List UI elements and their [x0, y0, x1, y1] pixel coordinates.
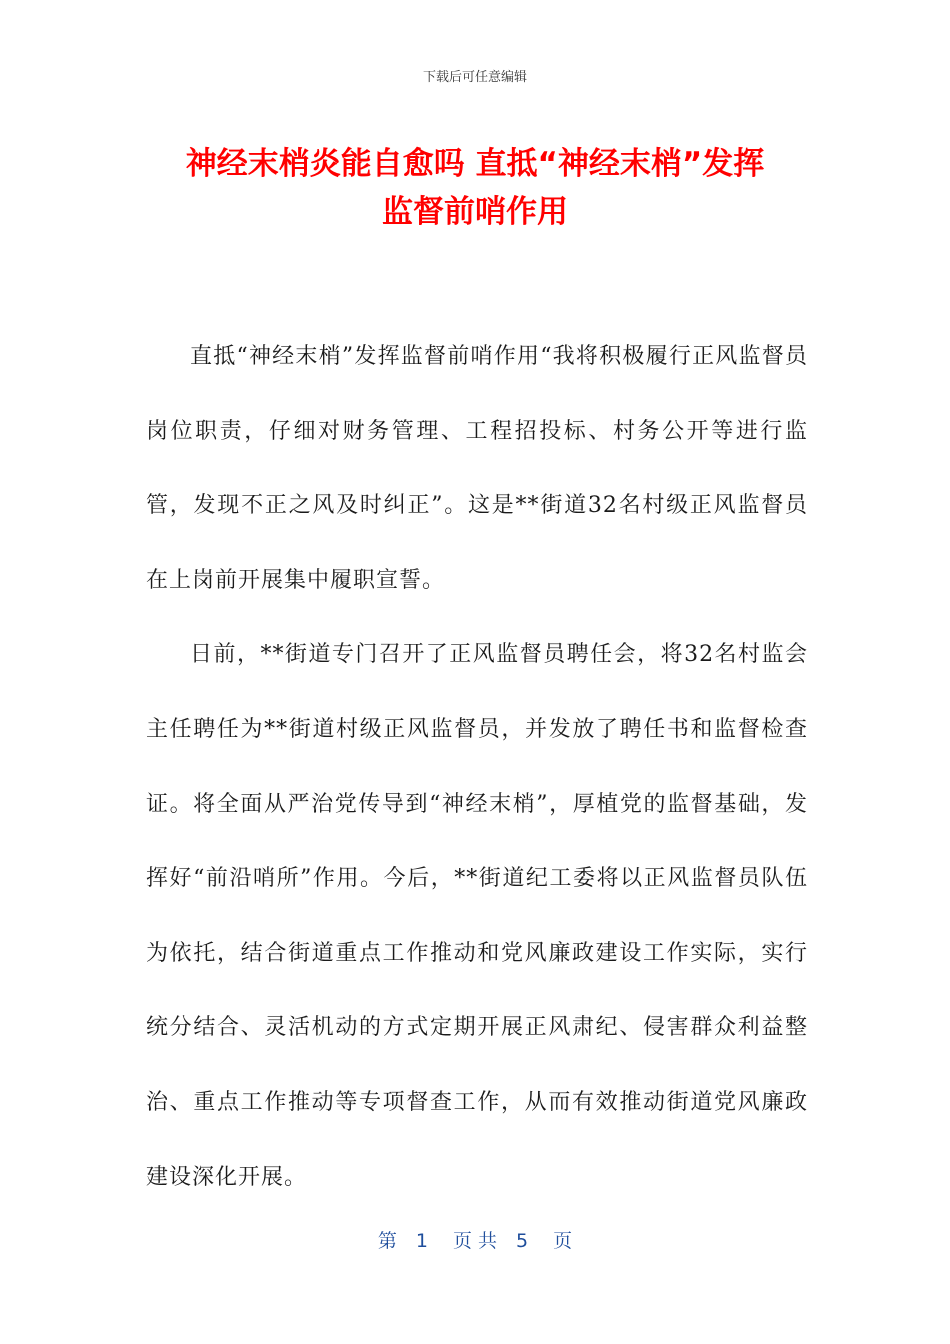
document-body — [146, 320, 808, 1215]
page-number-footer: 第 1 页 共 5 页 — [377, 1230, 573, 1252]
paragraph-1: 直抵“神经末梢”发挥监督前哨作用“我将积极履行正风监督员岗位职责，仔细对财务管理、工程招投标、村务公开等进行监管，发现不正之风及时纠正”。这是**街道32名村级正风监督员在上岗前开展集中履职宣誓。 — [146, 344, 808, 593]
paragraph-2: 日前，**街道专门召开了正风监督员聘任会，将32名村监会主任聘任为**街道村级正风监督员，并发放了聘任书和监督检查证。将全面从严治党传导到“神经末梢”，厚植党的监督基础，发挥好“前沿哨所”作用。今后，**街道纪工委将以正风监督员队伍为依托，结合街道重点工作推动和党风廉政建设工作实际，实行统分结合、灵活机动的方式定期开展正风肃纪、侵害群众利益整治、重点工作推动等专项督查工作，从而有效推动街道党风廉政建设深化开展。 — [146, 642, 808, 1190]
document-title — [110, 140, 840, 236]
title-line-1: 神经末梢炎能自愈吗 直抵“神经末梢”发挥 — [185, 146, 765, 182]
title-line-2: 监督前哨作用 — [382, 194, 568, 230]
header-note: 下载后可任意编辑 — [422, 70, 527, 85]
